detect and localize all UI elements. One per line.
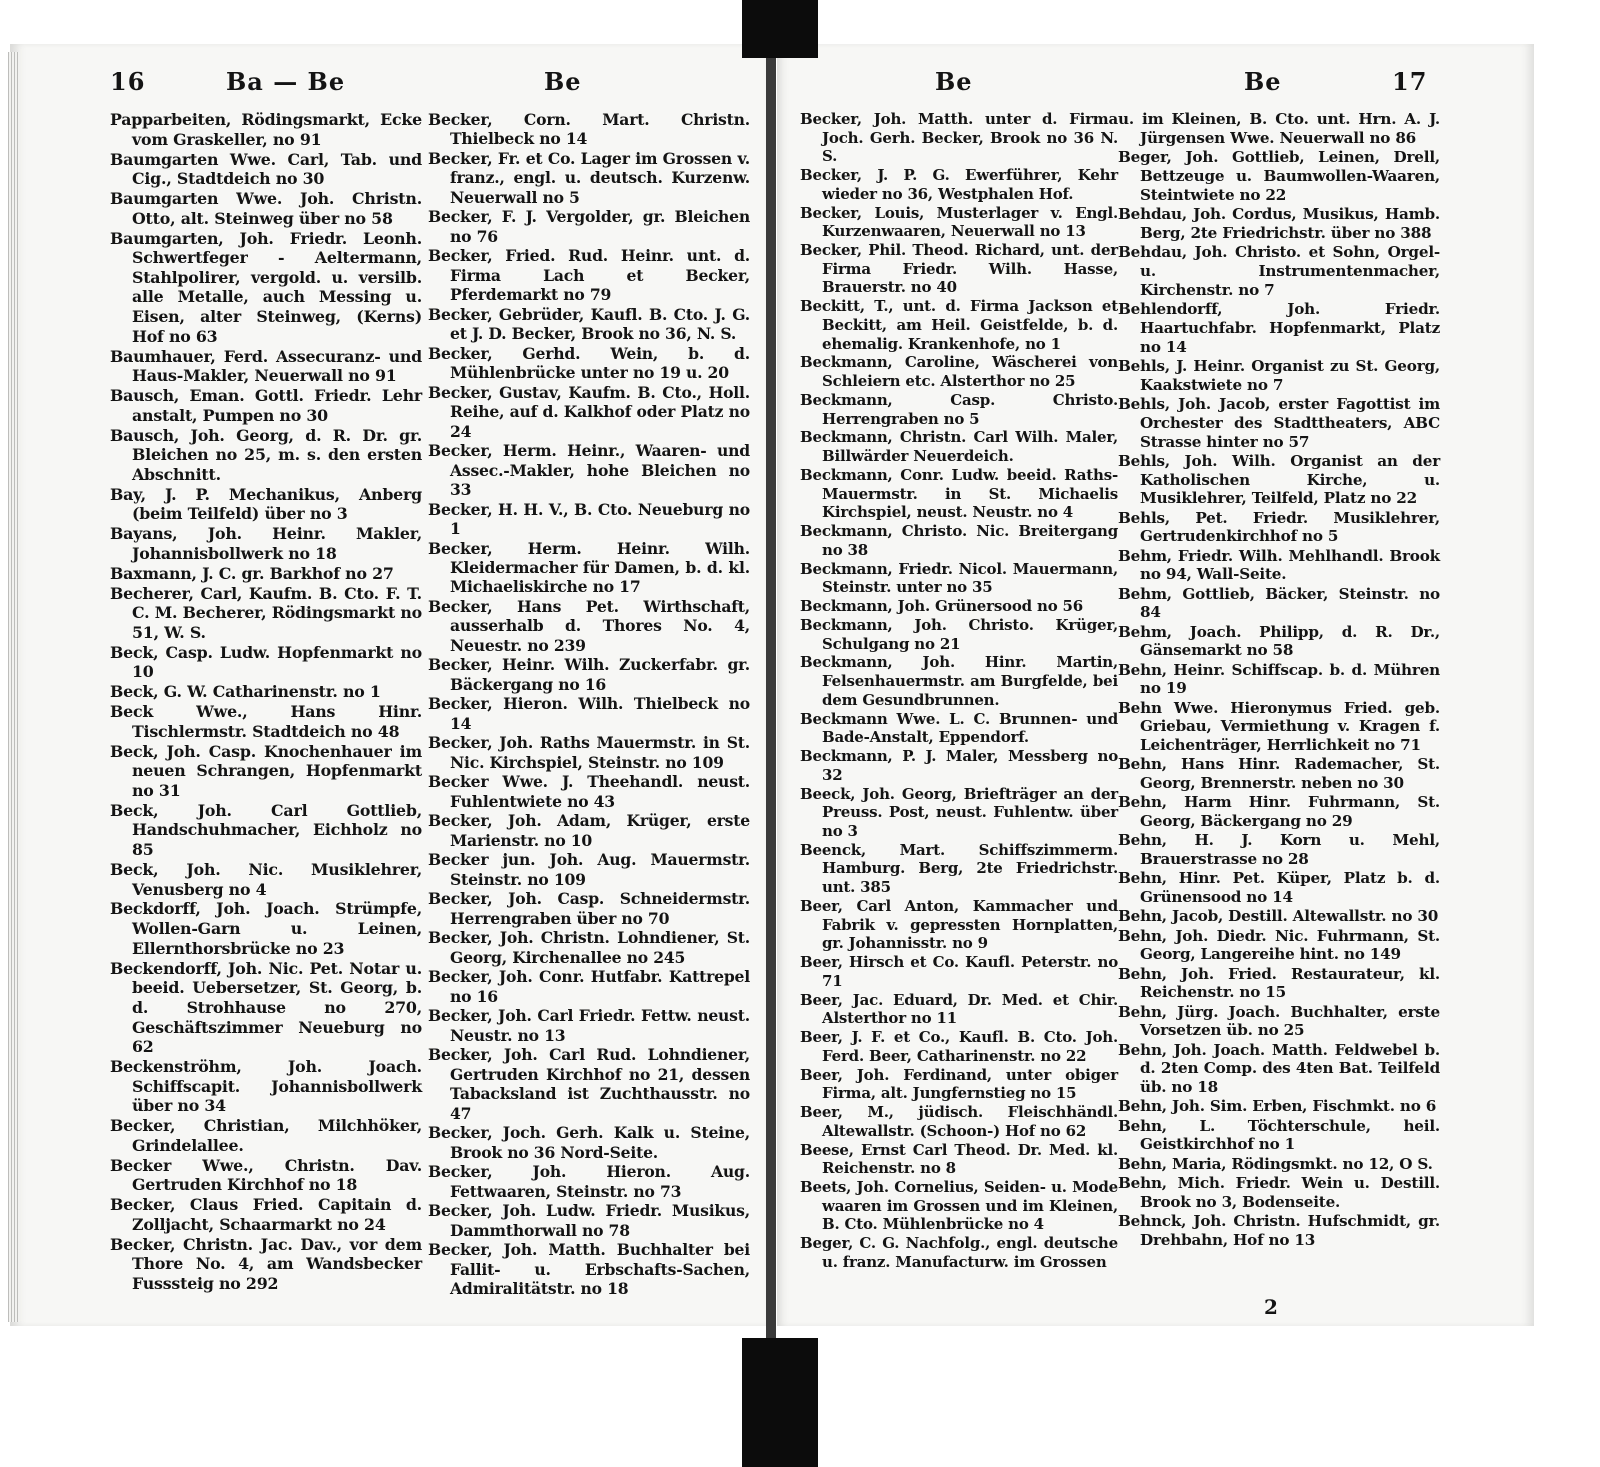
directory-entry: Becherer, Carl, Kaufm. B. Cto. F. T. C. M. Becherer, Rödingsmarkt no 51, W. S. [110, 583, 422, 642]
directory-entry: Beck, Casp. Ludw. Hopfenmarkt no 10 [110, 642, 422, 682]
directory-entry: Beer, Joh. Ferdinand, unter obiger Firma, alt. Jungfernstieg no 15 [800, 1065, 1118, 1103]
directory-entry: Becker, Joh. Casp. Schneidermstr. Herrengraben über no 70 [428, 889, 750, 928]
directory-entry: Beger, Joh. Gottlieb, Leinen, Drell, Bettzeuge u. Baumwollen-Waaren, Steintwiete no 22 [1118, 148, 1440, 204]
directory-entry: Beck, Joh. Nic. Musiklehrer, Venusberg no 4 [110, 859, 422, 899]
directory-entry: Behdau, Joh. Cordus, Musikus, Hamb. Berg, 2te Friedrichstr. über no 388 [1118, 204, 1440, 242]
directory-entry: Behn, Joh. Joach. Matth. Feldwebel b. d. 2ten Comp. des 4ten Bat. Teilfeld üb. no 18 [1118, 1040, 1440, 1097]
directory-entry: Becker, Joh. Christn. Lohndiener, St. Georg, Kirchenallee no 245 [428, 928, 750, 967]
directory-entry: Behn, Joh. Fried. Restaurateur, kl. Reichenstr. no 15 [1118, 964, 1440, 1002]
directory-entry: Beckmann, Caroline, Wäscherei von Schleiern etc. Alsterthor no 25 [800, 353, 1118, 391]
directory-entry: Behn, Jacob, Destill. Altewallstr. no 30 [1118, 907, 1439, 926]
directory-entry: Beckmann, Conr. Ludw. beeid. Raths-Mauermstr. in St. Michaelis Kirchspiel, neust. Neustr. no 4 [800, 465, 1118, 522]
directory-entry: Beckmann, Casp. Christo. Herrengraben no 5 [800, 390, 1118, 428]
directory-entry: Baumgarten Wwe. Carl, Tab. und Cig., Stadtdeich no 30 [110, 149, 422, 189]
directory-entry: Becker, Christn. Jac. Dav., vor dem Thore No. 4, am Wandsbecker Fusssteig no 292 [110, 1234, 422, 1294]
directory-entry: Becker, F. J. Vergolder, gr. Bleichen no 76 [428, 207, 750, 246]
directory-entry: Behm, Gottlieb, Bäcker, Steinstr. no 84 [1118, 584, 1440, 622]
left-page-number: 16 [110, 67, 146, 96]
directory-entry: Beckdorff, Joh. Joach. Strümpfe, Wollen-Garn u. Leinen, Ellernthorsbrücke no 23 [110, 899, 422, 958]
directory-entry: Becker Wwe. J. Theehandl. neust. Fuhlentwiete no 43 [428, 772, 750, 811]
directory-entry: Behls, Pet. Friedr. Musiklehrer, Gertrudenkirchhof no 5 [1118, 508, 1440, 546]
directory-entry: Becker, H. H. V., B. Cto. Neueburg no 1 [428, 499, 750, 539]
directory-entry: Becker, Gustav, Kaufm. B. Cto., Holl. Reihe, auf d. Kalkhof oder Platz no 24 [428, 382, 750, 441]
directory-entry: Beckmann, Christo. Nic. Breitergang no 38 [800, 522, 1118, 559]
directory-entry: Behm, Friedr. Wilh. Mehlhandl. Brook no 94, Wall-Seite. [1118, 546, 1440, 584]
directory-entry: Beckitt, T., unt. d. Firma Jackson et Beckitt, am Heil. Geistfelde, b. d. ehemalig. Krankenhofe, no 1 [800, 297, 1118, 353]
directory-entry: Beckendorff, Joh. Nic. Pet. Notar u. beeid. Uebersetzer, St. Georg, b. d. Strohhause no 270, Geschäftszimmer Neueburg no 62 [110, 958, 422, 1057]
directory-entry: Behn, Hans Hinr. Rademacher, St. Georg, Brennerstr. neben no 30 [1118, 755, 1440, 793]
directory-entry: Becker, Corn. Mart. Christn. Thielbeck no 14 [428, 110, 750, 149]
directory-entry: Becker, Joch. Gerh. Kalk u. Steine, Brook no 36 Nord-Seite. [428, 1123, 750, 1162]
directory-column-2 [428, 110, 750, 1298]
directory-entry: Beer, J. F. et Co., Kaufl. B. Cto. Joh. Ferd. Beer, Catharinenstr. no 22 [800, 1028, 1118, 1065]
directory-column-3 [800, 110, 1118, 1272]
directory-entry: Beckmann, P. J. Maler, Messberg no 32 [800, 747, 1118, 784]
directory-entry: Baxmann, J. C. gr. Barkhof no 27 [110, 563, 394, 583]
directory-entry: Behn Wwe. Hieronymus Fried. geb. Griebau, Vermiethung v. Kragen f. Leichenträger, Herrlichkeit no 71 [1118, 698, 1440, 755]
directory-entry: Beeck, Joh. Georg, Briefträger an der Preuss. Post, neust. Fuhlentw. über no 3 [800, 784, 1118, 840]
directory-entry: Beger, C. G. Nachfolg., engl. deutsche u. franz. Manufacturw. im Grossen [800, 1234, 1118, 1271]
directory-entry: Bayans, Joh. Heinr. Makler, Johannisbollwerk no 18 [110, 524, 422, 563]
bookmark-ribbon-bottom [742, 1338, 818, 1467]
directory-entry: Behn, Joh. Diedr. Nic. Fuhrmann, St. Georg, Langereihe hint. no 149 [1118, 926, 1440, 964]
directory-entry: Becker, Joh. Matth. Buchhalter bei Fallit- u. Erbschafts-Sachen, Admiralitätstr. no 18 [428, 1240, 750, 1299]
directory-entry: Behn, Joh. Sim. Erben, Fischmkt. no 6 [1118, 1097, 1437, 1116]
directory-entry: Becker, Herm. Heinr., Waaren- und Assec.-Makler, hohe Bleichen no 33 [428, 441, 750, 500]
directory-entry: Becker, Joh. Adam, Krüger, erste Marienstr. no 10 [428, 811, 750, 850]
right-page-number: 17 [1392, 67, 1428, 96]
directory-entry: Behn, Heinr. Schiffscap. b. d. Mühren no 19 [1118, 660, 1440, 698]
directory-entry: Becker, Gebrüder, Kaufl. B. Cto. J. G. et J. D. Becker, Brook no 36, N. S. [428, 304, 750, 344]
directory-entry: Becker, Fried. Rud. Heinr. unt. d. Firma Lach et Becker, Pferdemarkt no 79 [428, 246, 750, 305]
bookmark-ribbon-top [742, 0, 818, 58]
directory-entry: Behn, Jürg. Joach. Buchhalter, erste Vorsetzen üb. no 25 [1118, 1002, 1440, 1040]
directory-entry: Behn, Harm Hinr. Fuhrmann, St. Georg, Bäckergang no 29 [1118, 793, 1440, 831]
signature-mark: 2 [1264, 1295, 1278, 1319]
directory-entry: Papparbeiten, Rödingsmarkt, Ecke vom Graskeller, no 91 [110, 110, 422, 149]
right-column-head-1: Be [935, 67, 973, 96]
directory-entry: Behdau, Joh. Christo. et Sohn, Orgel- u. Instrumentenmacher, Kirchenstr. no 7 [1118, 242, 1440, 299]
directory-entry: Beenck, Mart. Schiffszimmerm. Hamburg. Berg, 2te Friedrichstr. unt. 385 [800, 840, 1118, 897]
book-spine [766, 0, 776, 1350]
directory-entry: Behls, Joh. Jacob, erster Fagottist im Orchester des Stadttheaters, ABC Strasse hinter no 57 [1118, 394, 1440, 451]
directory-entry: Beckmann, Joh. Hinr. Martin, Felsenhauermstr. am Burgfelde, bei dem Gesundbrunnen. [800, 653, 1118, 709]
left-running-head: Ba — Be [226, 67, 346, 96]
directory-entry: Becker, Joh. Raths Mauermstr. in St. Nic. Kirchspiel, Steinstr. no 109 [428, 733, 750, 772]
directory-entry: Behlendorff, Joh. Friedr. Haartuchfabr. Hopfenmarkt, Platz no 14 [1118, 299, 1440, 356]
directory-entry: Beck, G. W. Catharinenstr. no 1 [110, 682, 381, 702]
directory-entry: Becker, Joh. Conr. Hutfabr. Kattrepel no 16 [428, 967, 750, 1006]
right-column-head-2: Be [1244, 67, 1282, 96]
directory-entry: Behn, L. Töchterschule, heil. Geistkirchhof no 1 [1118, 1116, 1440, 1154]
directory-entry: Becker Wwe., Christn. Dav. Gertruden Kirchhof no 18 [110, 1155, 422, 1195]
directory-entry: Beer, Hirsch et Co. Kaufl. Peterstr. no 71 [800, 953, 1118, 990]
directory-entry: Baumgarten Wwe. Joh. Christn. Otto, alt. Steinweg über no 58 [110, 189, 422, 228]
directory-entry: Becker, Heinr. Wilh. Zuckerfabr. gr. Bäckergang no 16 [428, 655, 750, 694]
directory-entry: Beer, Carl Anton, Kammacher und Fabrik v. gepressten Hornplatten, gr. Johannisstr. no 9 [800, 896, 1118, 953]
directory-entry: Beckmann, Joh. Grünersood no 56 [800, 597, 1083, 616]
directory-column-4 [1118, 110, 1440, 1249]
directory-entry: Behls, J. Heinr. Organist zu St. Georg, Kaakstwiete no 7 [1118, 356, 1440, 394]
directory-entry: Beets, Joh. Cornelius, Seiden- u. Mode waaren im Grossen und im Kleinen, B. Cto. Mühlenbrücke no 4 [800, 1178, 1118, 1234]
directory-entry: Behn, H. J. Korn u. Mehl, Brauerstrasse no 28 [1118, 831, 1440, 869]
directory-entry: Becker, Hans Pet. Wirthschaft, ausserhalb d. Thores No. 4, Neuestr. no 239 [428, 597, 750, 655]
directory-entry: Becker, Claus Fried. Capitain d. Zolljacht, Schaarmarkt no 24 [110, 1195, 422, 1234]
directory-column-1 [110, 110, 422, 1294]
directory-entry: Becker, Louis, Musterlager v. Engl. Kurzenwaaren, Neuerwall no 13 [800, 203, 1118, 241]
directory-entry: Becker, Joh. Ludw. Friedr. Musikus, Dammthorwall no 78 [428, 1201, 750, 1240]
directory-entry: Becker, Hieron. Wilh. Thielbeck no 14 [428, 694, 750, 733]
directory-entry: Behnck, Joh. Christn. Hufschmidt, gr. Drehbahn, Hof no 13 [1118, 1211, 1440, 1249]
directory-entry: Becker, Joh. Hieron. Aug. Fettwaaren, Steinstr. no 73 [428, 1162, 750, 1201]
directory-entry: Becker, Joh. Carl Friedr. Fettw. neust. Neustr. no 13 [428, 1006, 750, 1045]
directory-entry: Behn, Mich. Friedr. Wein u. Destill. Brook no 3, Bodenseite. [1118, 1173, 1440, 1211]
directory-entry: Beck Wwe., Hans Hinr. Tischlermstr. Stadtdeich no 48 [110, 702, 422, 741]
directory-entry: Beckmann, Joh. Christo. Krüger, Schulgang no 21 [800, 615, 1118, 653]
directory-entry: Beckmann Wwe. L. C. Brunnen- und Bade-Anstalt, Eppendorf. [800, 709, 1118, 747]
directory-entry: Becker, Christian, Milchhöker, Grindelallee. [110, 1116, 422, 1155]
directory-entry: Beck, Joh. Casp. Knochenhauer im neuen Schrangen, Hopfenmarkt no 31 [110, 741, 422, 800]
directory-entry: Beckmann, Christn. Carl Wilh. Maler, Billwärder Neuerdeich. [800, 428, 1118, 466]
directory-entry: Beckmann, Friedr. Nicol. Mauermann, Steinstr. unter no 35 [800, 559, 1118, 597]
directory-entry: Becker jun. Joh. Aug. Mauermstr. Steinstr. no 109 [428, 850, 750, 889]
directory-entry: Becker, Herm. Heinr. Wilh. Kleidermacher für Damen, b. d. kl. Michaeliskirche no 17 [428, 538, 750, 597]
directory-entry: Bay, J. P. Mechanikus, Anberg (beim Teilfeld) über no 3 [110, 484, 422, 524]
directory-entry: Behn, Maria, Rödingsmkt. no 12, O S. [1118, 1154, 1433, 1173]
directory-entry: Behn, Hinr. Pet. Küper, Platz b. d. Grünensood no 14 [1118, 869, 1440, 907]
directory-entry: Behls, Joh. Wilh. Organist an der Katholischen Kirche, u. Musiklehrer, Teilfeld, Platz no 22 [1118, 451, 1440, 508]
directory-entry: Becker, Gerhd. Wein, b. d. Mühlenbrücke unter no 19 u. 20 [428, 343, 750, 383]
directory-entry: Bausch, Joh. Georg, d. R. Dr. gr. Bleichen no 25, m. s. den ersten Abschnitt. [110, 425, 422, 484]
directory-entry: Bausch, Eman. Gottl. Friedr. Lehr anstalt, Pumpen no 30 [110, 386, 422, 425]
left-column-head: Be [544, 67, 582, 96]
directory-entry: Beese, Ernst Carl Theod. Dr. Med. kl. Reichenstr. no 8 [800, 1140, 1118, 1178]
directory-entry: Beer, M., jüdisch. Fleischhändl. Altewallstr. (Schoon-) Hof no 62 [800, 1103, 1118, 1140]
directory-entry: Becker, Fr. et Co. Lager im Grossen v. franz., engl. u. deutsch. Kurzenw. Neuerwall no 5 [428, 149, 750, 207]
directory-entry: Beck, Joh. Carl Gottlieb, Handschuhmacher, Eichholz no 85 [110, 800, 422, 860]
directory-entry: Becker, Joh. Carl Rud. Lohndiener, Gertruden Kirchhof no 21, dessen Tabacksland ist Zuchthausstr. no 47 [428, 1045, 750, 1123]
directory-entry: Behm, Joach. Philipp, d. R. Dr., Gänsemarkt no 58 [1118, 622, 1440, 660]
page-edges [8, 52, 20, 1322]
directory-entry: Becker, J. P. G. Ewerführer, Kehr wieder no 36, Westphalen Hof. [800, 166, 1118, 203]
directory-entry: Baumgarten, Joh. Friedr. Leonh. Schwertfeger - Aeltermann, Stahlpolirer, vergold. u. versilb. alle Metalle, auch Messing u. Eisen, alter Steinweg, (Kerns) Hof no 63 [110, 228, 422, 346]
directory-entry: Beer, Jac. Eduard, Dr. Med. et Chir. Alsterthor no 11 [800, 990, 1118, 1028]
directory-entry: u. im Kleinen, B. Cto. unt. Hrn. A. J. Jürgensen Wwe. Neuerwall no 86 [1118, 110, 1440, 147]
directory-entry: Baumhauer, Ferd. Assecuranz- und Haus-Makler, Neuerwall no 91 [110, 346, 422, 386]
directory-entry: Becker, Phil. Theod. Richard, unt. der Firma Friedr. Wilh. Hasse, Brauerstr. no 40 [800, 241, 1118, 297]
directory-entry: Becker, Joh. Matth. unter d. Firma Joch. Gerh. Becker, Brook no 36 N. S. [800, 110, 1118, 166]
directory-entry: Beckenströhm, Joh. Joach. Schiffscapit. Johannisbollwerk über no 34 [110, 1057, 422, 1116]
